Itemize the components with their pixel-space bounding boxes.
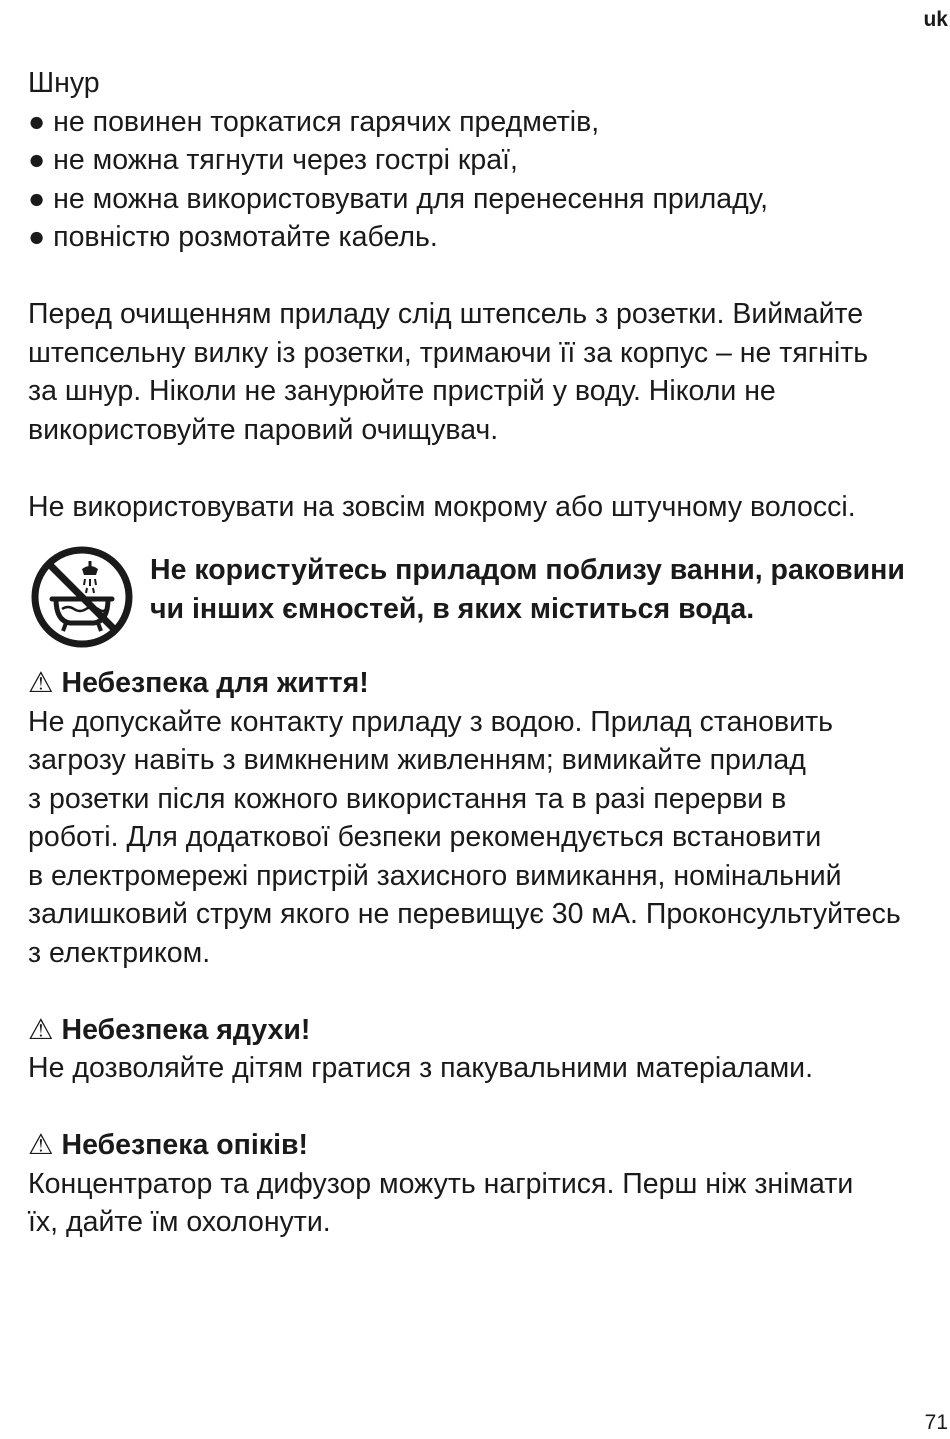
cleaning-line: Перед очищенням приладу слід штепсель з розетки. Виймайте (28, 298, 864, 330)
no-bath-water-icon (30, 545, 134, 649)
danger-burns-line: Концентратор та дифузор можуть нагрітися. Перш ніж знімати (28, 1167, 854, 1200)
danger-burns-line: їх, дайте їм охолонути. (28, 1206, 331, 1238)
danger-burns-heading (28, 1126, 946, 1165)
bath-notice-line: чи інших ємностей, в яких міститься вода. (150, 592, 755, 625)
bath-notice-line: Не користуйтесь приладом поблизу ванни, раковини (150, 554, 905, 586)
cord-section (28, 64, 946, 257)
cord-title: Шнур (28, 67, 100, 99)
danger-life-line: загрозу навіть з вимкненим живленням; вимикайте прилад (28, 744, 806, 776)
danger-life-line: Не допускайте контакту приладу з водою. Прилад становить (28, 705, 833, 738)
language-code: uk (923, 8, 948, 31)
danger-life-line: з електриком. (28, 936, 211, 969)
cord-item: ● повністю розмотайте кабель. (28, 221, 438, 253)
warning-triangle-icon: ⚠ (28, 1013, 54, 1046)
danger-life-section (28, 664, 946, 972)
cord-item: ● не можна використовувати для перенесення приладу, (28, 182, 769, 215)
danger-life-title: Небезпека для життя! (61, 667, 369, 699)
danger-suffocation-heading (28, 1011, 946, 1050)
danger-life-line: залишковий струм якого не перевищує 30 мА. Проконсультуйтесь (28, 898, 901, 930)
danger-suffocation-title: Небезпека ядухи! (61, 1013, 311, 1046)
wet-hair-warning: Не використовувати на зовсім мокрому або штучному волоссі. (28, 490, 856, 523)
danger-life-heading (28, 664, 946, 703)
danger-burns-title: Небезпека опіків! (61, 1129, 308, 1161)
cleaning-line: штепсельну вилку із розетки, тримаючи її за корпус – не тягніть (28, 336, 869, 369)
page-number: 71 (924, 1411, 948, 1434)
cleaning-section (28, 295, 946, 449)
danger-life-line: в електромережі пристрій захисного вимикання, номінальний (28, 859, 842, 892)
danger-life-line: з розетки після кожного використання та в разі перерви в (28, 782, 787, 815)
cleaning-line: за шнур. Ніколи не занурюйте пристрій у воду. Ніколи не (28, 375, 776, 407)
danger-suffocation-line: Не дозволяйте дітям гратися з пакувальними матеріалами. (28, 1052, 814, 1084)
cord-item: ● не повинен торкатися гарячих предметів, (28, 105, 600, 138)
cord-item: ● не можна тягнути через гострі краї, (28, 144, 518, 176)
danger-life-line: роботі. Для додаткової безпеки рекомендується встановити (28, 821, 822, 853)
cleaning-line: використовуйте паровий очищувач. (28, 413, 499, 446)
danger-suffocation-section (28, 1011, 946, 1088)
warning-triangle-icon: ⚠ (28, 667, 54, 699)
danger-burns-section (28, 1126, 946, 1242)
bath-notice (28, 545, 946, 645)
page-content (28, 64, 946, 1242)
warning-triangle-icon: ⚠ (28, 1129, 54, 1161)
